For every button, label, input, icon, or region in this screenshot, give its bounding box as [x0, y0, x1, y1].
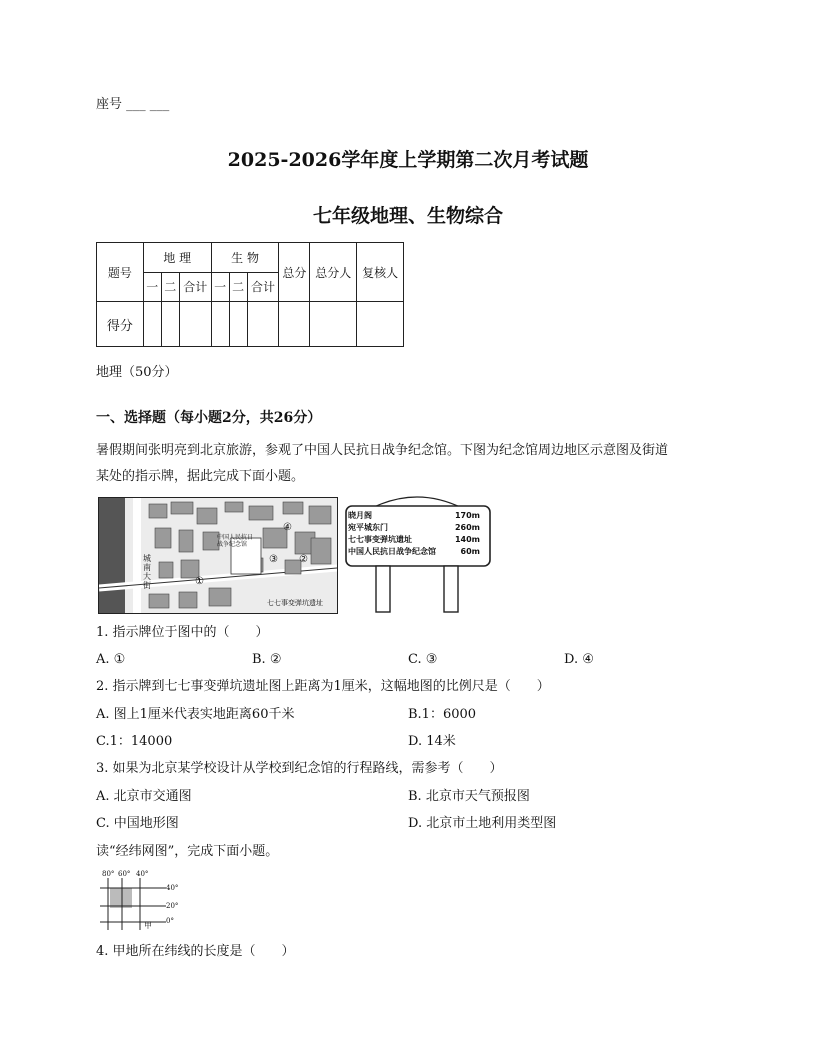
dili-one: 一 — [143, 272, 161, 302]
sign-place: 七七事变弹坑遗址 — [348, 535, 412, 544]
q3-option-d[interactable]: D. 北京市土地利用类型图 — [408, 816, 557, 831]
section-heading: 一、选择题（每小题2分，共26分） — [96, 410, 322, 426]
shengwu-total: 合计 — [247, 272, 279, 302]
intro-text-1: 暑假期间张明亮到北京旅游，参观了中国人民抗日战争纪念馆。下图为纪念馆周边地区示意图及街道 — [96, 443, 669, 458]
sign-distance: 60m — [460, 547, 480, 556]
sign-row — [348, 534, 480, 546]
q1-option-c[interactable]: C. ③ — [408, 652, 438, 667]
dili-total: 合计 — [179, 272, 211, 302]
header-dili: 地 理 — [143, 243, 211, 273]
sign-row — [348, 522, 480, 534]
road-label: 城南大街 — [143, 554, 151, 590]
marker-3: ③ — [269, 554, 278, 565]
sign-distance: 140m — [454, 535, 480, 544]
score-cell[interactable] — [279, 302, 310, 347]
q3-option-c[interactable]: C. 中国地形图 — [96, 816, 179, 831]
shengwu-two: 二 — [229, 272, 247, 302]
q2-option-b[interactable]: B.1：6000 — [408, 707, 477, 722]
q2-option-d[interactable]: D. 14米 — [408, 734, 456, 749]
exam-title: 2025-2026学年度上学期第二次月考试题 — [227, 149, 589, 171]
marker-4: ④ — [283, 522, 292, 533]
score-cell[interactable] — [179, 302, 211, 347]
score-cell[interactable] — [229, 302, 247, 347]
q4-stem: 4. 甲地所在纬线的长度是（ ） — [96, 944, 295, 959]
lon-60: 60° — [118, 870, 131, 878]
q3-stem: 3. 如果为北京某学校设计从学校到纪念馆的行程路线，需参考（ ） — [96, 761, 503, 776]
q2-stem: 2. 指示牌到七七事变弹坑遗址图上距离为1厘米，这幅地图的比例尺是（ ） — [96, 679, 550, 694]
header-tihao: 题号 — [97, 243, 144, 302]
q1-option-b[interactable]: B. ② — [252, 652, 282, 667]
header-shengwu: 生 物 — [211, 243, 279, 273]
score-table — [96, 242, 404, 347]
lon-80: 80° — [102, 870, 115, 878]
score-cell[interactable] — [247, 302, 279, 347]
score-cell[interactable] — [161, 302, 179, 347]
score-cell[interactable] — [310, 302, 357, 347]
sign-place: 中国人民抗日战争纪念馆 — [348, 547, 436, 556]
sign-place: 晓月阁 — [348, 511, 372, 520]
museum-label: 中国人民抗日战争纪念馆 — [217, 534, 254, 548]
score-cell[interactable] — [357, 302, 404, 347]
q1-option-d[interactable]: D. ④ — [564, 652, 594, 667]
header-zongfen: 总分 — [279, 243, 310, 302]
seat-number: 座号 ___ ___ — [96, 97, 170, 112]
q2-option-c[interactable]: C.1：14000 — [96, 734, 173, 749]
score-cell[interactable] — [143, 302, 161, 347]
dark-zone — [99, 498, 125, 613]
intro-text-2: 某处的指示牌，据此完成下面小题。 — [96, 469, 305, 484]
q3-option-a[interactable]: A. 北京市交通图 — [96, 789, 192, 804]
sign-row — [348, 546, 480, 558]
shengwu-one: 一 — [211, 272, 229, 302]
lat-20: 20° — [166, 902, 179, 910]
grid-intro: 读“经纬网图”，完成下面小题。 — [96, 844, 279, 859]
marker-2: ② — [299, 554, 308, 565]
site-label: 七七事变弹坑遗址 — [267, 599, 323, 607]
geo-section-label: 地理（50分） — [96, 365, 178, 380]
q2-option-a[interactable]: A. 图上1厘米代表实地距离60千米 — [96, 707, 295, 722]
q1-stem: 1. 指示牌位于图中的（ ） — [96, 625, 269, 640]
graticule-figure — [100, 870, 180, 932]
sign-distance: 260m — [454, 523, 480, 532]
dili-two: 二 — [161, 272, 179, 302]
marker-1: ① — [195, 576, 204, 587]
sign-distance: 170m — [454, 511, 480, 520]
header-fuheren: 复核人 — [357, 243, 404, 302]
q3-option-b[interactable]: B. 北京市天气预报图 — [408, 789, 530, 804]
header-zongfenren: 总分人 — [310, 243, 357, 302]
lat-40: 40° — [166, 884, 179, 892]
score-cell[interactable] — [211, 302, 229, 347]
point-jia: 甲 — [144, 921, 152, 930]
sign-rows — [348, 510, 480, 558]
exam-subtitle: 七年级地理、生物综合 — [312, 205, 503, 227]
sign-row — [348, 510, 480, 522]
street-map — [98, 497, 338, 614]
q1-option-a[interactable]: A. ① — [96, 652, 126, 667]
sign-place: 宛平城东门 — [348, 523, 388, 532]
direction-sign — [342, 494, 492, 614]
row-defen: 得分 — [97, 302, 144, 347]
lon-40: 40° — [136, 870, 149, 878]
lat-0: 0° — [166, 917, 174, 925]
